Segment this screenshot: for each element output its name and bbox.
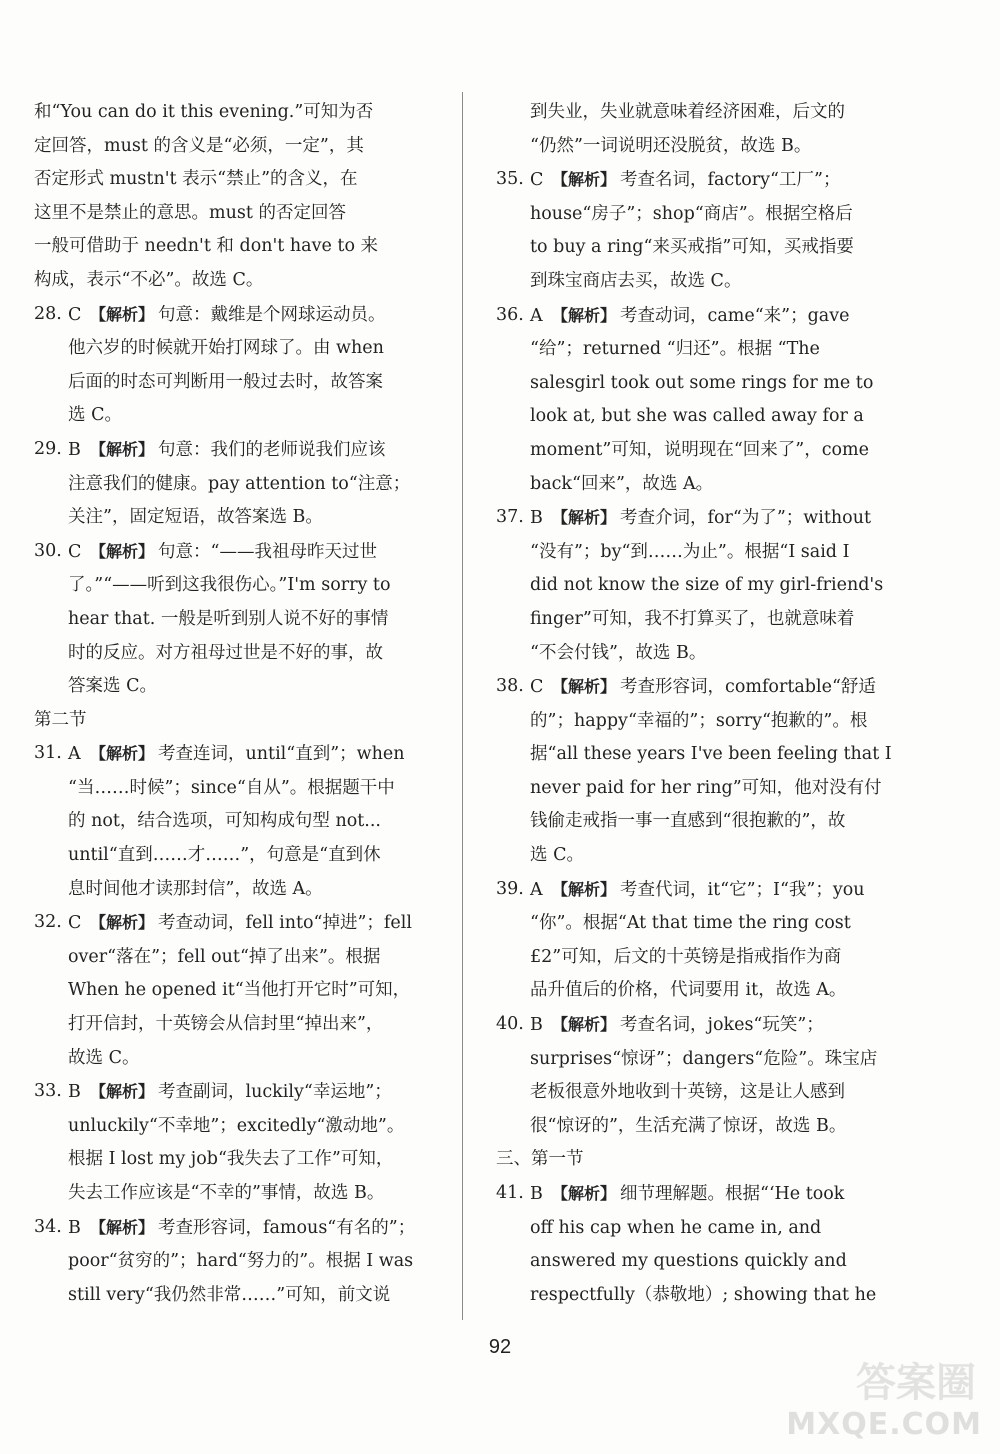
text-line: did not know the size of my girl-friend's	[530, 575, 884, 596]
text-line: off his cap when he came in, and	[530, 1217, 822, 1238]
text-line: 选 C。	[68, 405, 122, 426]
right-column	[496, 96, 892, 1312]
answer-item	[34, 1211, 444, 1313]
answer-letter: B	[68, 1082, 81, 1103]
text-line: 的 not，结合选项，可知构成句型 not...	[68, 811, 381, 832]
answer-first-line	[34, 906, 444, 941]
question-number: 39.	[496, 878, 524, 899]
text-line: moment”可知，说明现在“回来了”，come	[530, 439, 870, 460]
question-number: 29.	[34, 438, 62, 459]
text-line: poor“贫穷的”；hard“努力的”。根据 I was	[68, 1251, 414, 1272]
text-line: 很“惊讶的”，生活充满了惊讶，故选 B。	[530, 1115, 847, 1136]
answer-letter: B	[68, 439, 81, 460]
column-divider	[462, 92, 463, 1320]
analysis-tag: 【解析】	[90, 304, 155, 324]
answer-item	[34, 433, 444, 535]
text-line: look at, but she was called away for a	[530, 406, 864, 427]
text-line: 定回答，must 的含义是“必须，一定”，其	[34, 135, 364, 156]
text-line: “你”。根据“At that time the ring cost	[530, 913, 851, 934]
answer-first-line	[34, 1211, 444, 1246]
answer-first-line	[34, 1075, 444, 1110]
answer-first-line	[34, 737, 444, 772]
question-number: 32.	[34, 912, 62, 933]
answer-letter: A	[530, 305, 543, 326]
answer-item	[34, 737, 444, 906]
question-number: 38.	[496, 676, 524, 697]
answer-letter: A	[68, 744, 81, 765]
text-line: “没有”；by“到……为止”。根据“I said I	[530, 541, 850, 562]
analysis-text: 考查名词，factory“工厂”；	[620, 170, 841, 191]
continued-paragraph	[496, 96, 892, 163]
text-line: 他六岁的时候就开始打网球了。由 when	[68, 338, 384, 359]
answer-first-line	[34, 298, 444, 333]
analysis-tag: 【解析】	[90, 439, 155, 459]
answer-item	[34, 906, 444, 1075]
text-line: 品升值后的价格，代词要用 it，故选 A。	[530, 980, 847, 1001]
watermark-logo	[782, 1352, 982, 1442]
question-number: 35.	[496, 169, 524, 190]
text-line: 关注”，固定短语，故答案选 B。	[68, 507, 323, 528]
section-heading: 三、第一节	[496, 1149, 584, 1170]
analysis-tag: 【解析】	[552, 1184, 617, 1203]
text-line: 了。”“——听到这我很伤心。”I'm sorry to	[68, 575, 391, 596]
text-line: 打开信封，十英镑会从信封里“掉出来”，	[68, 1014, 384, 1035]
analysis-text: 考查代词，it“它”；I“我”；you	[620, 879, 865, 900]
text-line: 一般可借助于 needn't 和 don't have to 来	[34, 236, 379, 257]
text-line: 这里不是禁止的意思。must 的否定回答	[34, 202, 346, 223]
answer-letter: C	[68, 913, 82, 934]
analysis-text: 考查形容词，famous“有名的”；	[158, 1217, 416, 1238]
analysis-tag: 【解析】	[552, 879, 617, 899]
answer-letter: C	[530, 677, 544, 698]
answer-item	[496, 501, 892, 670]
analysis-tag: 【解析】	[552, 170, 617, 190]
text-line: 老板很意外地收到十英镑，这是让人感到	[530, 1082, 845, 1103]
text-line: 故选 C。	[68, 1047, 140, 1068]
question-number: 33.	[34, 1081, 62, 1102]
text-line: 后面的时态可判断用一般过去时，故答案	[68, 371, 383, 392]
answer-first-line	[496, 1177, 892, 1212]
answer-letter: A	[530, 879, 543, 900]
text-line: “当……时候”；since“自从”。根据题干中	[68, 777, 395, 798]
text-line: answered my questions quickly and	[530, 1251, 847, 1272]
analysis-tag: 【解析】	[90, 541, 155, 561]
text-line: 选 C。	[530, 845, 584, 866]
text-line: 根据 I lost my job“我失去了工作”可知，	[68, 1149, 394, 1170]
answer-item	[496, 299, 892, 502]
answer-first-line	[34, 535, 444, 570]
text-line: over“落在”；fell out“掉了出来”。根据	[68, 946, 381, 967]
text-line: “仍然”一词说明还没脱贫，故选 B。	[530, 135, 812, 156]
analysis-tag: 【解析】	[552, 305, 617, 325]
answer-letter: B	[68, 1217, 81, 1238]
analysis-text: 考查副词，luckily“幸运地”；	[158, 1082, 392, 1103]
text-line: house“房子”；shop“商店”。根据空格后	[530, 203, 853, 224]
answer-letter: C	[530, 170, 544, 191]
analysis-tag: 【解析】	[552, 677, 617, 697]
question-number: 37.	[496, 507, 524, 528]
analysis-text: 细节理解题。根据“‘He took	[620, 1184, 845, 1204]
watermark-en: MXQE.COM	[786, 1407, 982, 1442]
analysis-text: 句意：戴维是个网球运动员。	[158, 304, 386, 325]
analysis-text: 考查动词，fell into“掉进”；fell	[158, 913, 412, 934]
answer-list	[34, 737, 444, 1312]
analysis-tag: 【解析】	[90, 913, 155, 933]
text-line: to buy a ring“来买戒指”可知，买戒指要	[530, 237, 854, 258]
text-line: 据“all these years I've been feeling that I	[530, 744, 892, 765]
text-line: 钱偷走戒指一事一直感到“很抱歉的”，故	[530, 811, 846, 832]
left-column	[34, 96, 444, 1312]
analysis-tag: 【解析】	[552, 508, 617, 528]
answer-letter: B	[530, 508, 543, 529]
answer-letter: B	[530, 1015, 543, 1036]
text-line: unluckily“不幸地”；excitedly“激动地”。	[68, 1115, 405, 1136]
text-line: still very“我仍然非常……”可知，前文说	[68, 1284, 391, 1305]
text-line: back“回来”，故选 A。	[530, 473, 714, 494]
section-heading: 第二节	[34, 709, 87, 730]
page-number: 92	[488, 1336, 512, 1358]
answer-first-line	[496, 501, 892, 536]
text-line: finger”可知，我不打算买了，也就意味着	[530, 608, 855, 629]
text-line: 构成，表示“不必”。故选 C。	[34, 269, 264, 290]
answer-first-line	[496, 163, 892, 198]
question-number: 36.	[496, 304, 524, 325]
answer-letter: B	[530, 1184, 543, 1204]
answer-item	[34, 535, 444, 704]
text-line: salesgirl took out some rings for me to	[530, 372, 874, 393]
answer-list	[496, 163, 892, 1143]
question-number: 40.	[496, 1014, 524, 1035]
text-line: 的”；happy“幸福的”；sorry“抱歉的”。根	[530, 710, 868, 731]
analysis-text: 考查介词，for“为了”；without	[620, 508, 872, 529]
text-line: 到失业，失业就意味着经济困难，后文的	[530, 102, 845, 122]
analysis-tag: 【解析】	[90, 1217, 155, 1237]
text-line: 答案选 C。	[68, 676, 157, 697]
text-line: “不会付钱”，故选 B。	[530, 642, 707, 663]
question-number: 28.	[34, 303, 62, 324]
answer-first-line	[34, 433, 444, 468]
answer-item	[496, 163, 892, 298]
answer-first-line	[496, 299, 892, 334]
text-line: 注意我们的健康。pay attention to“注意；	[68, 473, 411, 494]
text-line: hear that. 一般是听到别人说不好的事情	[68, 608, 389, 629]
question-number: 41.	[496, 1183, 524, 1203]
text-line: 和“You can do it this evening.”可知为否	[34, 102, 374, 122]
text-line: 否定形式 mustn't 表示“禁止”的含义，在	[34, 169, 358, 190]
answer-list	[34, 298, 444, 704]
answer-item	[34, 298, 444, 433]
answer-first-line	[496, 1008, 892, 1043]
answer-item	[496, 1177, 892, 1312]
analysis-tag: 【解析】	[552, 1015, 617, 1035]
text-line: When he opened it“当他打开它时”可知，	[68, 980, 411, 1001]
question-number: 31.	[34, 743, 62, 764]
watermark-cn: 答案圈	[856, 1360, 976, 1406]
text-line: surprises“惊讶”；dangers“危险”。珠宝店	[530, 1048, 878, 1069]
analysis-text: 考查动词，came“来”；gave	[620, 305, 850, 326]
analysis-text: 句意：“——我祖母昨天过世	[158, 541, 377, 562]
text-line: £2”可知，后文的十英镑是指戒指作为商	[530, 946, 842, 967]
question-number: 30.	[34, 540, 62, 561]
answer-item	[496, 1008, 892, 1143]
text-line: 时的反应。对方祖母过世是不好的事，故	[68, 642, 383, 663]
answer-letter: C	[68, 304, 82, 325]
text-line: never paid for her ring”可知，他对没有付	[530, 777, 882, 798]
answer-item	[496, 670, 892, 873]
text-line: 失去工作应该是“不幸的”事情，故选 B。	[68, 1183, 385, 1203]
answer-letter: C	[68, 541, 82, 562]
text-line: 到珠宝商店去买，故选 C。	[530, 270, 742, 291]
analysis-text: 考查连词，until“直到”；when	[158, 744, 405, 765]
text-line: respectfully（恭敬地）; showing that he	[530, 1284, 877, 1305]
text-line: “给”；returned “归还”。根据 “The	[530, 339, 820, 360]
analysis-text: 考查形容词，comfortable“舒适	[620, 677, 876, 698]
analysis-text: 考查名词，jokes“玩笑”；	[620, 1015, 824, 1036]
question-number: 34.	[34, 1216, 62, 1237]
text-line: 息时间他才读那封信”，故选 A。	[68, 878, 323, 899]
analysis-tag: 【解析】	[90, 744, 155, 764]
answer-first-line	[496, 670, 892, 705]
answer-item	[34, 1075, 444, 1210]
answer-list	[496, 1177, 892, 1312]
analysis-tag: 【解析】	[90, 1082, 155, 1102]
intro-paragraph	[34, 96, 444, 298]
answer-item	[496, 873, 892, 1008]
analysis-text: 句意：我们的老师说我们应该	[158, 439, 386, 460]
answer-first-line	[496, 873, 892, 908]
text-line: until“直到……才……”，句意是“直到休	[68, 845, 381, 866]
